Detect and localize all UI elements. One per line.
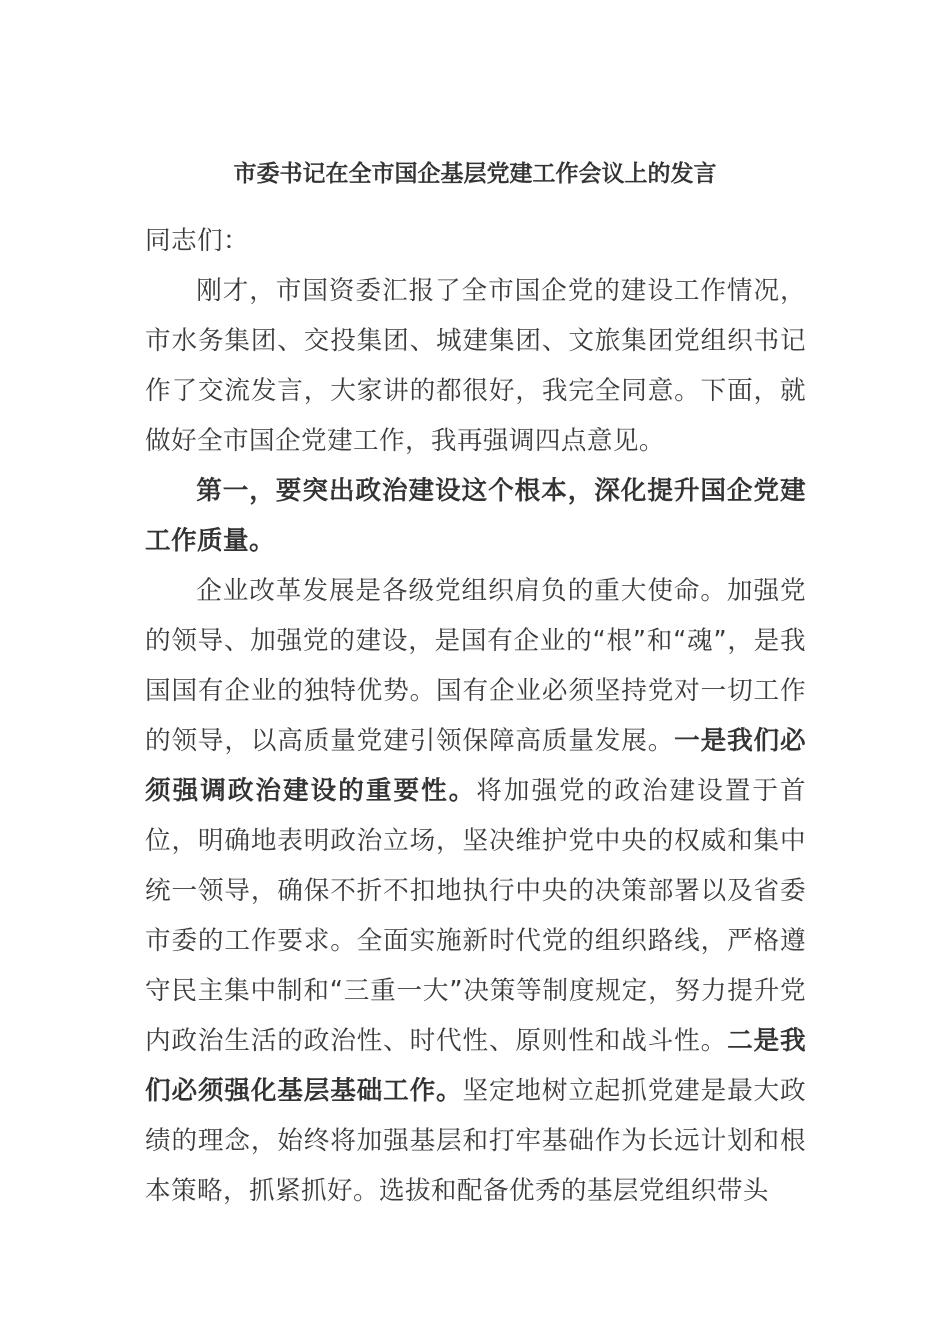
paragraph-text: 将加强党的政治建设置于首位，明确地表明政治立场，坚决维护党中央的权威和集中统一领导，确保不折不扣地执行中央的决策部署以及省委市委的工作要求。全面实施新时代党的组织路线，严格遵守民主集中制和“三重一大”决策等制度规定，努力提升党内政治生活的政治性、时代性、原则性和战斗性。 [145, 776, 806, 1056]
salutation: 同志们： [145, 226, 249, 256]
paragraph-intro: 刚才，市国资委汇报了全市国企党的建设工作情况，市水务集团、交投集团、城建集团、文旅集团党组织书记作了交流发言，大家讲的都很好，我完全同意。下面，就做好全市国企党建工作，我再强调四点意见。 [145, 276, 806, 456]
bold-point-one: 一是我们必须强调政治建设的重要性。 [145, 726, 806, 806]
paragraph-text: 坚定地树立起抓党建是最大政绩的理念，始终将加强基层和打牢基础作为长远计划和根本策略，抓紧抓好。选拔和配备优秀的基层党组织带头 [145, 1076, 806, 1206]
paragraph-text: 企业改革发展是各级党组织肩负的重大使命。加强党的领导、加强党的建设，是国有企业的“根”和“魂”，是我国国有企业的独特优势。国有企业必须坚持党对一切工作的领导，以高质量党建引领保障高质量发展。 [145, 576, 806, 756]
document-body [145, 216, 806, 1216]
paragraph-political-construction [145, 566, 806, 1216]
bold-point-two: 二是我们必须强化基层基础工作。 [145, 1026, 806, 1106]
document-title: 市委书记在全市国企基层党建工作会议上的发言 [233, 161, 717, 187]
section-heading-first: 第一，要突出政治建设这个根本，深化提升国企党建工作质量。 [145, 476, 806, 556]
